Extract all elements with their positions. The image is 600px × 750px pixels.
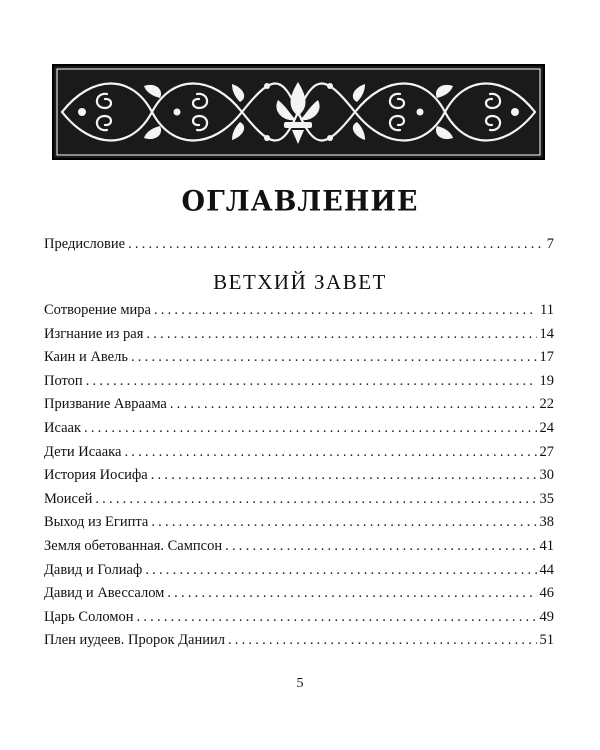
leader-dots	[128, 236, 544, 253]
leader-dots	[154, 302, 537, 319]
leader-dots	[137, 609, 537, 626]
toc-entry-page: 38	[539, 514, 554, 531]
leader-dots	[167, 585, 536, 602]
toc-entry-title: Потоп	[44, 372, 83, 389]
toc-entry[interactable]	[44, 396, 554, 420]
leader-dots	[225, 538, 536, 555]
leader-dots	[124, 444, 536, 461]
leader-dots	[170, 396, 537, 413]
toc-entry-title: Исаак	[44, 419, 82, 436]
toc-entry-title: Моисей	[44, 490, 93, 507]
toc-entry[interactable]	[44, 326, 554, 350]
toc-entry[interactable]	[44, 444, 554, 468]
toc-entry-title: Выход из Египта	[44, 514, 149, 531]
toc-list	[0, 302, 600, 656]
toc-entry[interactable]	[44, 420, 554, 444]
toc-entry-page: 7	[546, 236, 554, 252]
toc-entry-page: 27	[539, 443, 554, 460]
toc-entry[interactable]	[44, 632, 554, 656]
toc-entry[interactable]	[44, 538, 554, 562]
toc-entry-page: 44	[539, 561, 554, 578]
leader-dots	[84, 420, 536, 437]
toc-entry-page: 24	[539, 419, 554, 436]
toc-entry-title: Призвание Авраама	[44, 396, 167, 413]
leader-dots	[151, 467, 537, 484]
floral-ornament-banner-icon	[52, 64, 545, 160]
toc-entry[interactable]	[44, 349, 554, 373]
leader-dots	[228, 632, 537, 649]
leader-dots	[86, 373, 537, 390]
toc-entry-title: Сотворение мира	[44, 302, 151, 318]
toc-entry-title: Дети Исаака	[44, 443, 122, 460]
toc-entry[interactable]	[44, 585, 554, 609]
toc-entry-page: 17	[539, 349, 554, 366]
toc-entry[interactable]	[44, 609, 554, 633]
toc-entry-title: Предисловие	[44, 236, 126, 252]
toc-entry-page: 35	[539, 490, 554, 507]
leader-dots	[146, 326, 536, 343]
toc-entry-title: Земля обетованная. Сампсон	[44, 537, 223, 554]
leader-dots	[151, 514, 536, 531]
toc-entry-page: 46	[539, 585, 554, 602]
toc-entry-page: 14	[539, 325, 554, 342]
toc-entry-preface[interactable]	[44, 236, 554, 258]
toc-entry-title: Давид и Авессалом	[44, 585, 165, 602]
toc-entry[interactable]	[44, 491, 554, 515]
page-number: 5	[296, 676, 304, 691]
toc-entry-page: 19	[539, 372, 554, 389]
page-title: ОГЛАВЛЕНИЕ	[181, 185, 419, 218]
leader-dots	[95, 491, 536, 508]
toc-entry-page: 30	[539, 467, 554, 484]
toc-entry[interactable]	[44, 514, 554, 538]
toc-entry[interactable]	[44, 467, 554, 491]
toc-entry-page: 49	[539, 608, 554, 625]
leader-dots	[131, 349, 537, 366]
leader-dots	[145, 562, 536, 579]
toc-entry-page: 11	[540, 302, 554, 318]
toc-entry-title: Каин и Авель	[44, 349, 128, 366]
toc-entry-title: Царь Соломон	[44, 608, 134, 625]
toc-entry-title: Давид и Голиаф	[44, 561, 143, 578]
toc-entry-page: 41	[539, 537, 554, 554]
toc-entry[interactable]	[44, 562, 554, 586]
toc-entry[interactable]	[44, 373, 554, 397]
toc-entry[interactable]	[44, 302, 554, 326]
toc-entry-page: 51	[539, 632, 554, 649]
section-heading: ВЕТХИЙ ЗАВЕТ	[213, 270, 387, 294]
toc-entry-title: Плен иудеев. Пророк Даниил	[44, 632, 225, 649]
toc-entry-title: Изгнание из рая	[44, 325, 144, 342]
toc-entry-page: 22	[539, 396, 554, 413]
toc-entry-title: История Иосифа	[44, 467, 148, 484]
